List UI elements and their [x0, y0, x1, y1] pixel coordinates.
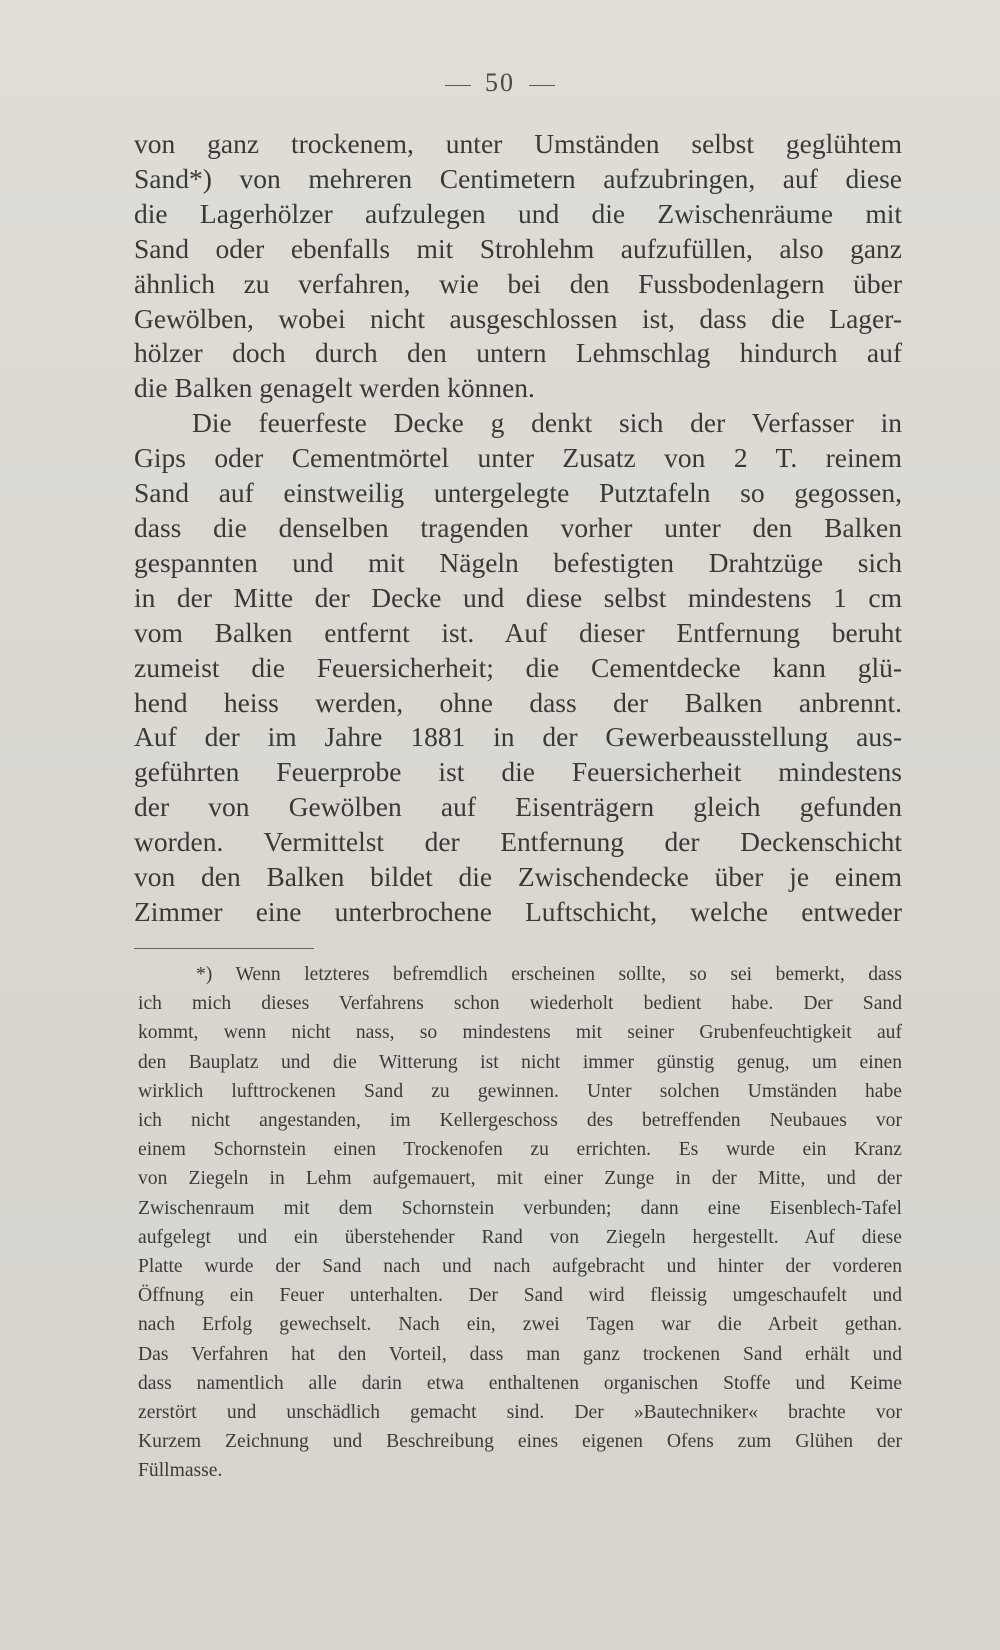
page-number-header [0, 68, 1000, 98]
text-line: Zimmer eine unterbrochene Luftschicht, welche entweder [134, 895, 902, 927]
footnote-line: Öffnung ein Feuer unterhalten. Der Sand wird fleissig umgeschaufelt und [138, 1285, 902, 1307]
footnote-line: ich mich dieses Verfahrens schon wiederholt bedient habe. Der Sand [138, 993, 902, 1015]
page-number: 50 [485, 68, 515, 97]
text-line: Gips oder Cementmörtel unter Zusatz von 2 T. reinem [134, 442, 902, 474]
text-line: die Lagerhölzer aufzulegen und die Zwischenräume mit [134, 197, 902, 229]
footnote-line: Füllmasse. [138, 1460, 223, 1482]
text-line: der von Gewölben auf Eisenträgern gleich gefunden [134, 791, 902, 823]
text-line: Sand auf einstweilig untergelegte Putztafeln so gegossen, [134, 477, 902, 509]
footnote-line: zerstört und unschädlich gemacht sind. Der »Bautechniker« brachte vor [138, 1402, 902, 1424]
left-dash [445, 85, 471, 86]
text-line: gespannten und mit Nägeln befestigten Drahtzüge sich [134, 546, 902, 578]
footnote-line: von Ziegeln in Lehm aufgemauert, mit einer Zunge in der Mitte, und der [138, 1168, 902, 1190]
main-text-block [134, 127, 902, 930]
text-line: Sand oder ebenfalls mit Strohlehm aufzufüllen, also ganz [134, 232, 902, 264]
text-line: Die feuerfeste Decke g denkt sich der Verfasser in [192, 407, 902, 439]
text-line: von den Balken bildet die Zwischendecke über je einem [134, 861, 902, 893]
footnote-line: Kurzem Zeichnung und Beschreibung eines eigenen Ofens zum Glühen der [138, 1431, 902, 1453]
text-line: vom Balken entfernt ist. Auf dieser Entfernung beruht [134, 616, 902, 648]
footnote-line: kommt, wenn nicht nass, so mindestens mit seiner Grubenfeuchtigkeit auf [138, 1022, 902, 1044]
footnote-line: ich nicht angestanden, im Kellergeschoss des betreffenden Neubaues vor [138, 1110, 902, 1132]
text-line: Auf der im Jahre 1881 in der Gewerbeausstellung aus- [134, 721, 902, 753]
footnote-line: einem Schornstein einen Trockenofen zu errichten. Es wurde ein Kranz [138, 1139, 902, 1161]
text-line: Sand*) von mehreren Centimetern aufzubringen, auf diese [134, 162, 902, 194]
text-line: hölzer doch durch den untern Lehmschlag hindurch auf [134, 337, 902, 369]
right-dash [529, 85, 555, 86]
text-line: worden. Vermittelst der Entfernung der Deckenschicht [134, 826, 902, 858]
footnote-block [138, 960, 902, 1486]
text-line: Gewölben, wobei nicht ausgeschlossen ist, dass die Lager- [134, 302, 902, 334]
footnote-line: aufgelegt und ein überstehender Rand von Ziegeln hergestellt. Auf diese [138, 1226, 902, 1248]
text-line: ähnlich zu verfahren, wie bei den Fussbodenlagern über [134, 267, 902, 299]
text-line: hend heiss werden, ohne dass der Balken anbrennt. [134, 686, 902, 718]
text-line: die Balken genagelt werden können. [134, 372, 535, 404]
text-line: dass die denselben tragenden vorher unter den Balken [134, 511, 902, 543]
footnote-line: wirklich lufttrockenen Sand zu gewinnen. Unter solchen Umständen habe [138, 1080, 902, 1102]
footnote-divider [134, 948, 314, 949]
text-line: von ganz trockenem, unter Umständen selbst geglühtem [134, 128, 902, 159]
footnote-line: Das Verfahren hat den Vorteil, dass man ganz trockenen Sand erhält und [138, 1343, 902, 1365]
text-line: in der Mitte der Decke und diese selbst mindestens 1 cm [134, 581, 902, 613]
text-line: geführten Feuerprobe ist die Feuersicherheit mindestens [134, 756, 902, 788]
footnote-line: dass namentlich alle darin etwa enthaltenen organischen Stoffe und Keime [138, 1372, 902, 1394]
footnote-line: Zwischenraum mit dem Schornstein verbunden; dann eine Eisenblech-Tafel [138, 1197, 902, 1219]
footnote-line: Platte wurde der Sand nach und nach aufgebracht und hinter der vorderen [138, 1256, 902, 1278]
footnote-line: nach Erfolg gewechselt. Nach ein, zwei Tagen war die Arbeit gethan. [138, 1314, 902, 1336]
text-line: zumeist die Feuersicherheit; die Cementdecke kann glü- [134, 651, 902, 683]
footnote-line: *) Wenn letzteres befremdlich erscheinen sollte, so sei bemerkt, dass [196, 964, 902, 985]
footnote-line: den Bauplatz und die Witterung ist nicht immer günstig genug, um einen [138, 1051, 902, 1073]
